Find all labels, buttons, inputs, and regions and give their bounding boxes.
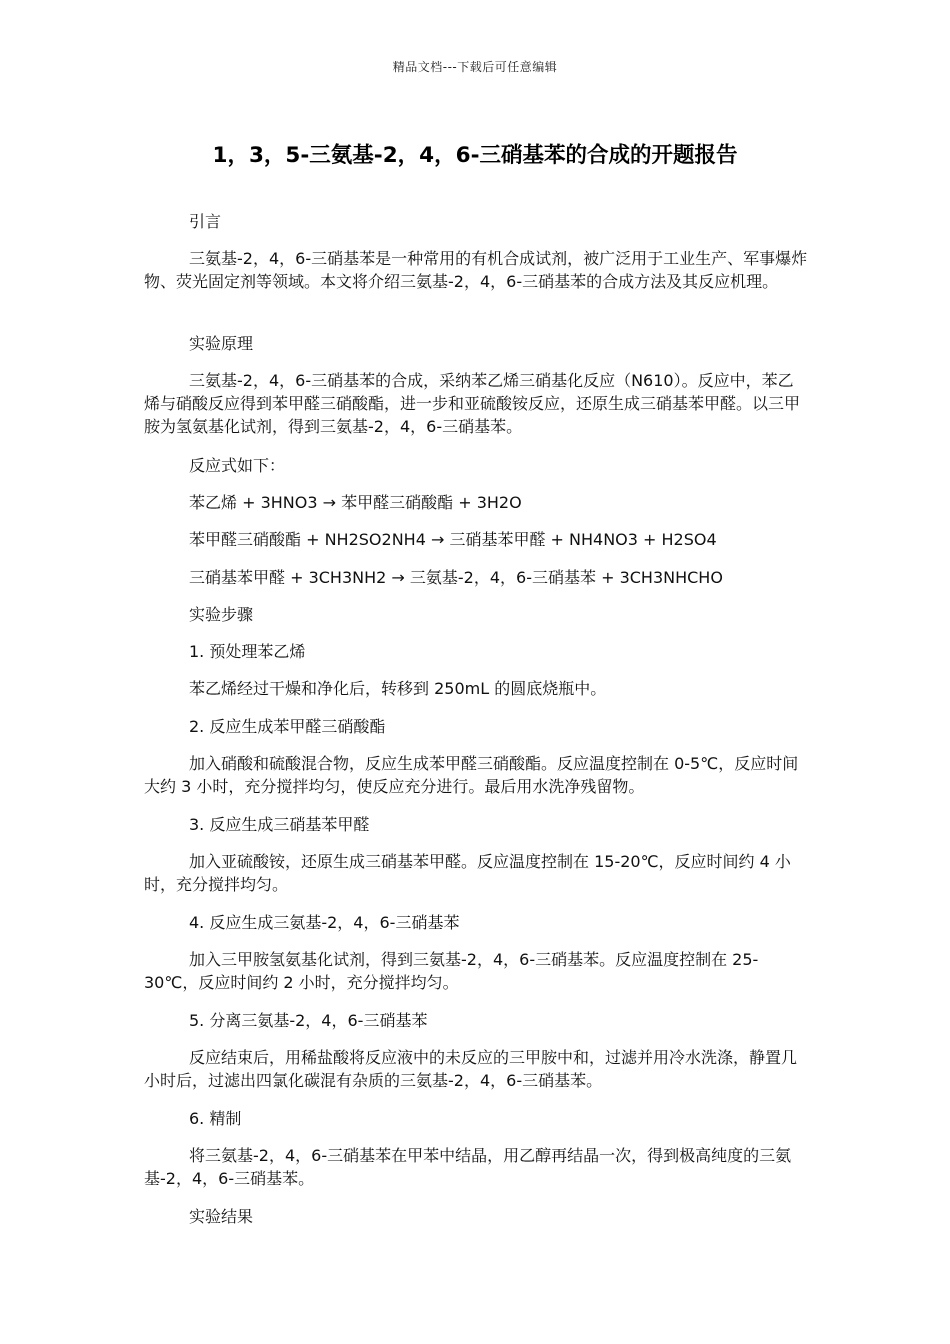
paragraph: 5. 分离三氨基-2，4，6-三硝基苯	[189, 1011, 428, 1030]
paragraph: 加入亚硫酸铵，还原生成三硝基苯甲醛。反应温度控制在 15-20℃，反应时间约 4 小时，充分搅拌均匀。	[144, 852, 791, 894]
paragraph: 实验步骤	[189, 605, 254, 624]
paragraph: 苯乙烯 + 3HNO3 → 苯甲醛三硝酸酯 + 3H2O	[189, 493, 522, 512]
paragraph: 2. 反应生成苯甲醛三硝酸酯	[189, 717, 386, 736]
paragraph: 4. 反应生成三氨基-2，4，6-三硝基苯	[189, 913, 460, 932]
paragraph: 3. 反应生成三硝基苯甲醛	[189, 815, 370, 834]
paragraph: 加入硝酸和硫酸混合物，反应生成苯甲醛三硝酸酯。反应温度控制在 0-5℃，反应时间大约 3 小时，充分搅拌均匀，使反应充分进行。最后用水洗净残留物。	[144, 754, 799, 796]
paragraph: 实验原理	[189, 334, 254, 353]
paragraph: 三硝基苯甲醛 + 3CH3NH2 → 三氨基-2，4，6-三硝基苯 + 3CH3NHCHO	[189, 568, 723, 587]
document-title: 1，3，5-三氨基-2，4，6-三硝基苯的合成的开题报告	[212, 143, 738, 168]
paragraph: 加入三甲胺氢氨基化试剂，得到三氨基-2，4，6-三硝基苯。反应温度控制在 25-30℃，反应时间约 2 小时，充分搅拌均匀。	[144, 950, 759, 992]
paragraph: 苯乙烯经过干燥和净化后，转移到 250mL 的圆底烧瓶中。	[189, 679, 607, 698]
paragraph: 反应式如下：	[189, 456, 286, 475]
paragraph: 反应结束后，用稀盐酸将反应液中的未反应的三甲胺中和，过滤并用冷水洗涤，静置几小时后，过滤出四氯化碳混有杂质的三氨基-2，4，6-三硝基苯。	[144, 1048, 798, 1090]
paragraph: 三氨基-2，4，6-三硝基苯是一种常用的有机合成试剂，被广泛用于工业生产、军事爆炸物、荧光固定剂等领域。本文将介绍三氨基-2，4，6-三硝基苯的合成方法及其反应机理。	[144, 249, 808, 291]
paragraph: 三氨基-2，4，6-三硝基苯的合成，采纳苯乙烯三硝基化反应（N610）。反应中，苯乙烯与硝酸反应得到苯甲醛三硝酸酯，进一步和亚硫酸铵反应，还原生成三硝基苯甲醛。以三甲胺为氢氨基化试剂，得到三氨基-2，4，6-三硝基苯。	[144, 371, 801, 436]
paragraph: 引言	[189, 212, 222, 231]
header-note: 精品文档---下载后可任意编辑	[392, 60, 558, 74]
paragraph: 6. 精制	[189, 1109, 242, 1128]
paragraph: 实验结果	[189, 1207, 254, 1226]
paragraph: 1. 预处理苯乙烯	[189, 642, 306, 661]
paragraph: 将三氨基-2，4，6-三硝基苯在甲苯中结晶，用乙醇再结晶一次，得到极高纯度的三氨基-2，4，6-三硝基苯。	[144, 1146, 792, 1188]
paragraph: 苯甲醛三硝酸酯 + NH2SO2NH4 → 三硝基苯甲醛 + NH4NO3 + H2SO4	[189, 530, 717, 549]
